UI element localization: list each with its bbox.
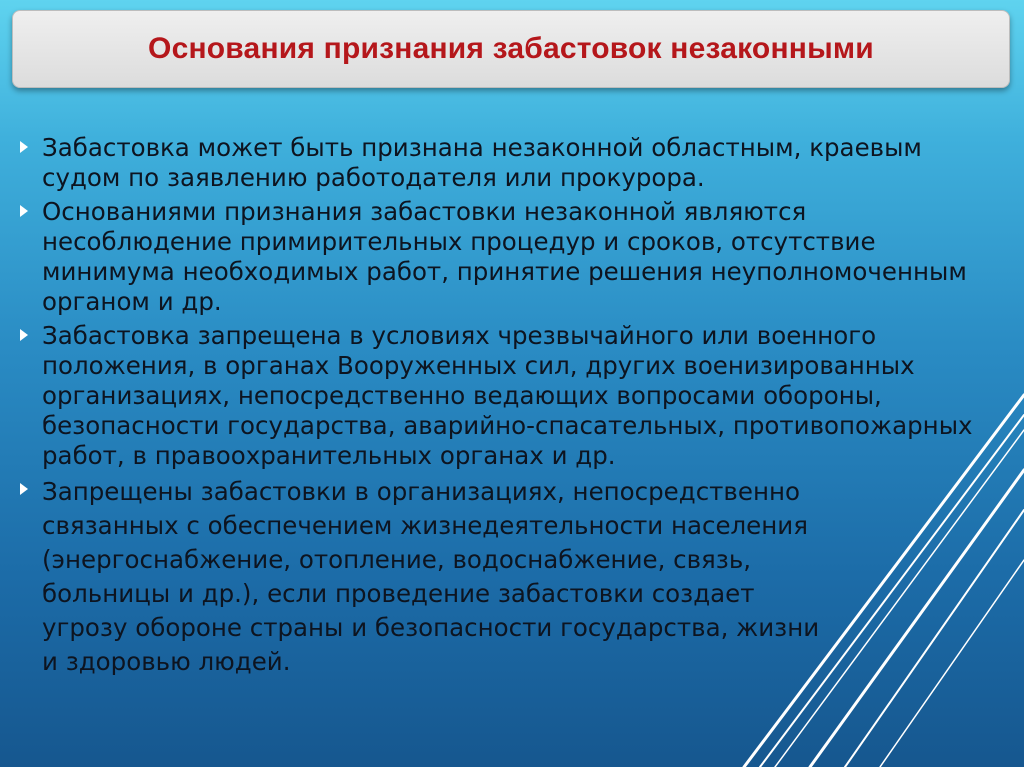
bullet-item [20, 133, 980, 193]
bullet-list [20, 133, 980, 683]
bullet-text: Основаниями признания забастовки незаконной являются несоблюдение примирительных процедур и сроков, отсутствие минимума необходимых работ, принятие решения неуполномоченным органом и др. [42, 197, 967, 316]
triangle-bullet-icon [20, 329, 28, 341]
bullet-item [20, 475, 842, 679]
bullet-text: Забастовка может быть признана незаконной областным, краевым судом по заявлению работодателя или прокурора. [42, 133, 922, 192]
bullet-item [20, 197, 980, 317]
triangle-bullet-icon [20, 141, 28, 153]
bullet-item [20, 321, 980, 471]
triangle-bullet-icon [20, 483, 28, 495]
triangle-bullet-icon [20, 205, 28, 217]
title-bar [12, 10, 1010, 88]
bullet-text: Забастовка запрещена в условиях чрезвычайного или военного положения, в органах Вооруженных сил, других военизированных организациях, непосредственно ведающих вопросами обороны, безопасности государства, аварийно-спасательных, противопожарных работ, в правоохранительных органах и др. [42, 321, 973, 470]
bullet-text: Запрещены забастовки в организациях, непосредственно связанных с обеспечением жизнедеятельности населения (энергоснабжение, отопление, водоснабжение, связь, больницы и др.), если проведение забастовки создает угрозу обороне страны и безопасности государства, жизни и здоровью людей. [42, 477, 820, 676]
slide-title: Основания признания забастовок незаконными [148, 32, 874, 65]
